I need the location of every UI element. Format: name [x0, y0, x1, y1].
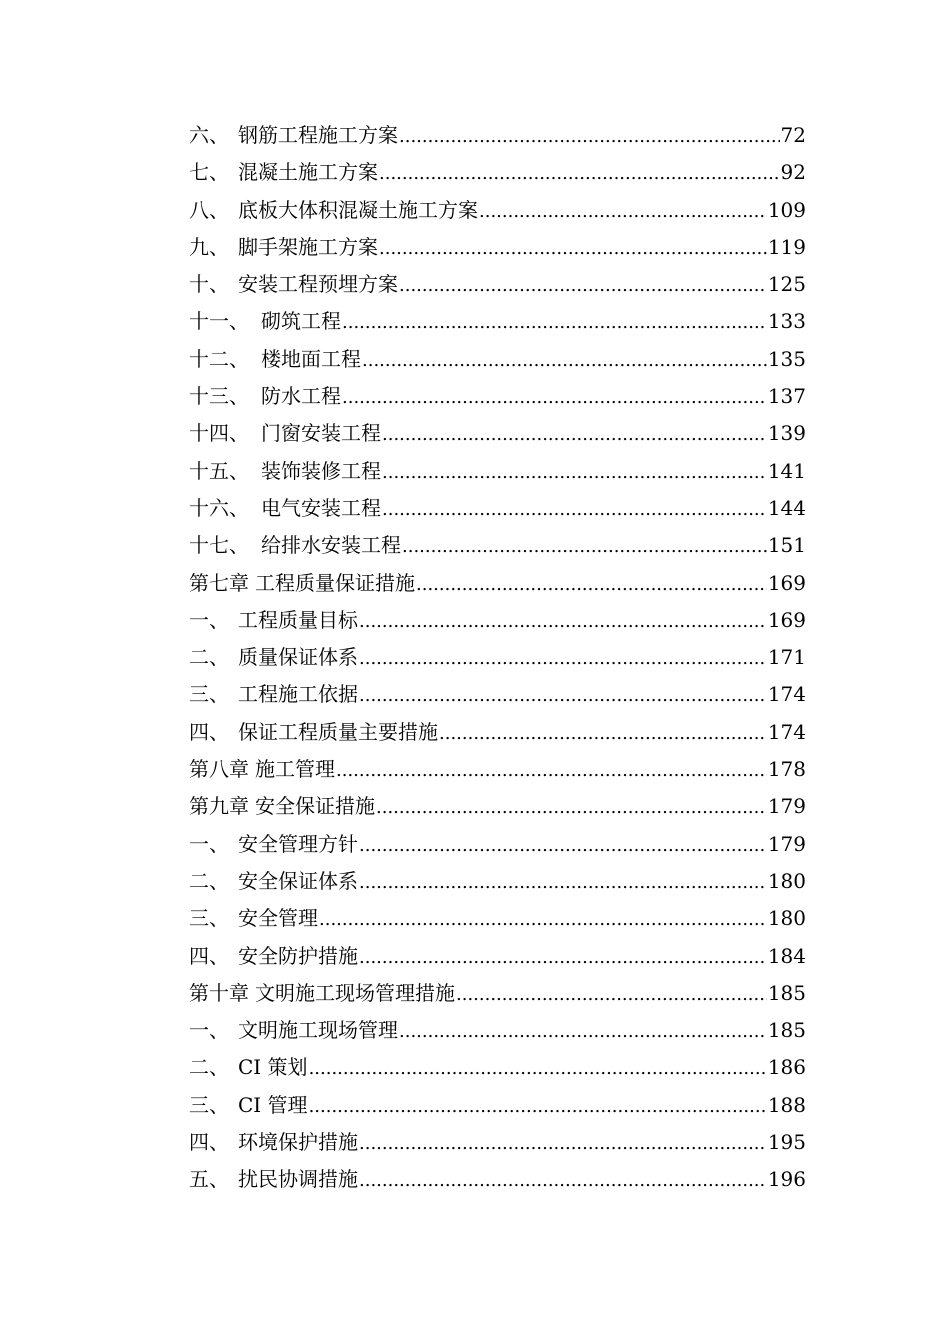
toc-entry[interactable]: [189, 229, 806, 266]
toc-entry-dot-leader: [399, 267, 767, 304]
toc-entry-title: 楼地面工程: [261, 346, 361, 371]
toc-entry-number: 一、: [189, 831, 229, 856]
toc-entry[interactable]: [189, 266, 806, 303]
toc-entry-number: 十、: [189, 272, 229, 297]
toc-entry-title: 工程施工依据: [238, 682, 358, 707]
toc-entry-number: 六、: [189, 123, 229, 147]
toc-entry-dot-leader: [359, 640, 767, 677]
toc-entry-title: 安全保证体系: [238, 868, 358, 893]
toc-entry-page-number: 125: [767, 272, 806, 297]
toc-entry-dot-leader: [399, 118, 780, 155]
toc-entry-number: 十七、: [189, 533, 249, 558]
toc-entry-title: 文明施工现场管理: [238, 1018, 398, 1043]
toc-entry-page-number: 137: [767, 384, 806, 409]
toc-entry-dot-leader: [309, 1050, 767, 1087]
toc-entry[interactable]: [189, 900, 806, 937]
toc-entry-dot-leader: [382, 454, 767, 491]
toc-entry-dot-leader: [382, 416, 767, 453]
toc-entry-page-number: 185: [767, 980, 806, 1005]
toc-entry[interactable]: [189, 192, 806, 229]
toc-entry-page-number: 195: [767, 1130, 806, 1155]
toc-entry[interactable]: [189, 303, 806, 340]
toc-entry-dot-leader: [376, 789, 767, 826]
toc-entry[interactable]: [189, 154, 806, 191]
toc-entry[interactable]: [189, 117, 806, 154]
toc-entry-page-number: 171: [767, 645, 806, 670]
toc-entry-number: 四、: [189, 719, 229, 744]
toc-entry-title: 电气安装工程: [261, 495, 381, 520]
toc-entry-title: 安装工程预埋方案: [238, 272, 398, 297]
toc-entry-title: 钢筋工程施工方案: [238, 123, 398, 147]
toc-entry[interactable]: [189, 1124, 806, 1161]
toc-entry[interactable]: [189, 975, 806, 1012]
toc-entry-title: 防水工程: [261, 384, 341, 409]
table-of-contents: [189, 117, 806, 1199]
toc-entry-number: 二、: [189, 645, 229, 670]
toc-entry-title: 保证工程质量主要措施: [238, 719, 438, 744]
toc-entry[interactable]: [189, 1161, 806, 1198]
toc-entry-dot-leader: [359, 1162, 767, 1199]
toc-entry-number: 一、: [189, 607, 229, 632]
toc-entry-page-number: 144: [767, 495, 806, 520]
toc-entry-dot-leader: [382, 491, 767, 528]
toc-entry-number: 十五、: [189, 458, 249, 483]
toc-entry-dot-leader: [439, 715, 767, 752]
toc-entry-title: 安全管理: [238, 906, 318, 931]
toc-entry-dot-leader: [479, 193, 767, 230]
toc-entry-dot-leader: [359, 939, 767, 976]
toc-entry-number: 三、: [189, 906, 229, 931]
toc-entry-number: 十四、: [189, 421, 249, 446]
toc-entry-dot-leader: [402, 528, 767, 565]
toc-entry-title: 文明施工现场管理措施: [255, 980, 455, 1005]
toc-entry-title: CI 策划: [238, 1055, 308, 1080]
toc-entry-title: 装饰装修工程: [261, 458, 381, 483]
toc-entry-dot-leader: [359, 603, 767, 640]
toc-entry-page-number: 180: [767, 906, 806, 931]
toc-entry-dot-leader: [416, 566, 767, 603]
toc-entry-dot-leader: [342, 379, 767, 416]
toc-entry-title: 扰民协调措施: [238, 1167, 358, 1192]
toc-entry-number: 三、: [189, 1092, 229, 1117]
toc-entry[interactable]: [189, 639, 806, 676]
toc-entry-number: 十六、: [189, 495, 249, 520]
toc-entry-title: 给排水安装工程: [261, 533, 401, 558]
toc-entry-dot-leader: [379, 155, 780, 192]
toc-entry-number: 三、: [189, 682, 229, 707]
toc-entry-title: 安全防护措施: [238, 943, 358, 968]
toc-entry-number: 四、: [189, 1130, 229, 1155]
toc-entry-dot-leader: [399, 1013, 767, 1050]
toc-entry-page-number: 174: [767, 719, 806, 744]
toc-entry[interactable]: [189, 1012, 806, 1049]
toc-entry[interactable]: [189, 1049, 806, 1086]
toc-entry-page-number: 169: [767, 607, 806, 632]
toc-entry-page-number: 119: [767, 234, 806, 259]
toc-entry-dot-leader: [379, 230, 767, 267]
toc-entry-title: 工程质量目标: [238, 607, 358, 632]
toc-entry-dot-leader: [456, 976, 767, 1013]
toc-entry[interactable]: [189, 1087, 806, 1124]
toc-entry-dot-leader: [359, 864, 767, 901]
toc-entry[interactable]: [189, 863, 806, 900]
toc-entry-page-number: 169: [767, 570, 806, 595]
toc-entry-title: 门窗安装工程: [261, 421, 381, 446]
toc-entry[interactable]: [189, 938, 806, 975]
toc-entry-dot-leader: [309, 1088, 767, 1125]
toc-entry-number: 二、: [189, 1055, 229, 1080]
toc-entry[interactable]: [189, 602, 806, 639]
toc-entry-number: 五、: [189, 1167, 229, 1192]
toc-entry-page-number: 133: [767, 309, 806, 334]
toc-entry-page-number: 185: [767, 1018, 806, 1043]
toc-entry[interactable]: [189, 565, 806, 602]
toc-entry-page-number: 179: [767, 831, 806, 856]
toc-entry[interactable]: [189, 341, 806, 378]
toc-entry-page-number: 72: [780, 123, 806, 147]
toc-entry-page-number: 196: [767, 1167, 806, 1192]
toc-entry-page-number: 174: [767, 682, 806, 707]
toc-entry[interactable]: [189, 714, 806, 751]
toc-entry-title: 质量保证体系: [238, 645, 358, 670]
toc-entry[interactable]: [189, 826, 806, 863]
toc-entry-number: 七、: [189, 160, 229, 185]
toc-entry[interactable]: [189, 527, 806, 564]
toc-entry-number: 九、: [189, 234, 229, 259]
toc-entry-number: 八、: [189, 197, 229, 222]
toc-entry-dot-leader: [336, 752, 767, 789]
toc-entry[interactable]: [189, 788, 806, 825]
toc-entry-page-number: 141: [767, 458, 806, 483]
toc-entry-title: CI 管理: [238, 1092, 308, 1117]
toc-entry-page-number: 92: [780, 160, 806, 185]
toc-entry[interactable]: [189, 676, 806, 713]
toc-entry-number: 第十章: [189, 980, 249, 1005]
toc-entry-number: 十二、: [189, 346, 249, 371]
toc-entry[interactable]: [189, 751, 806, 788]
toc-entry-title: 安全保证措施: [255, 794, 375, 819]
toc-entry-page-number: 184: [767, 943, 806, 968]
toc-entry-page-number: 186: [767, 1055, 806, 1080]
toc-entry-page-number: 179: [767, 794, 806, 819]
toc-entry-number: 第八章: [189, 757, 249, 782]
toc-entry-page-number: 135: [767, 346, 806, 371]
toc-entry-title: 混凝土施工方案: [238, 160, 378, 185]
toc-entry[interactable]: [189, 453, 806, 490]
toc-entry-page-number: 178: [767, 757, 806, 782]
toc-entry-title: 环境保护措施: [238, 1130, 358, 1155]
toc-entry[interactable]: [189, 490, 806, 527]
toc-entry-dot-leader: [319, 901, 767, 938]
toc-entry-number: 一、: [189, 1018, 229, 1043]
toc-entry-number: 四、: [189, 943, 229, 968]
toc-entry-page-number: 180: [767, 868, 806, 893]
toc-entry-number: 十一、: [189, 309, 249, 334]
toc-entry-page-number: 139: [767, 421, 806, 446]
toc-entry-number: 第七章: [189, 570, 249, 595]
toc-entry-dot-leader: [359, 1125, 767, 1162]
toc-entry-dot-leader: [342, 304, 767, 341]
toc-entry[interactable]: [189, 415, 806, 452]
toc-entry[interactable]: [189, 378, 806, 415]
toc-entry-title: 安全管理方针: [238, 831, 358, 856]
toc-entry-number: 十三、: [189, 384, 249, 409]
toc-entry-dot-leader: [359, 827, 767, 864]
toc-entry-dot-leader: [362, 342, 767, 379]
toc-entry-dot-leader: [359, 677, 767, 714]
toc-entry-number: 第九章: [189, 794, 249, 819]
toc-entry-title: 工程质量保证措施: [255, 570, 415, 595]
toc-entry-title: 砌筑工程: [261, 309, 341, 334]
toc-entry-title: 脚手架施工方案: [238, 234, 378, 259]
toc-entry-page-number: 151: [767, 533, 806, 558]
toc-entry-page-number: 109: [767, 197, 806, 222]
toc-entry-title: 底板大体积混凝土施工方案: [238, 197, 478, 222]
toc-entry-title: 施工管理: [255, 757, 335, 782]
toc-entry-page-number: 188: [767, 1092, 806, 1117]
toc-entry-number: 二、: [189, 868, 229, 893]
